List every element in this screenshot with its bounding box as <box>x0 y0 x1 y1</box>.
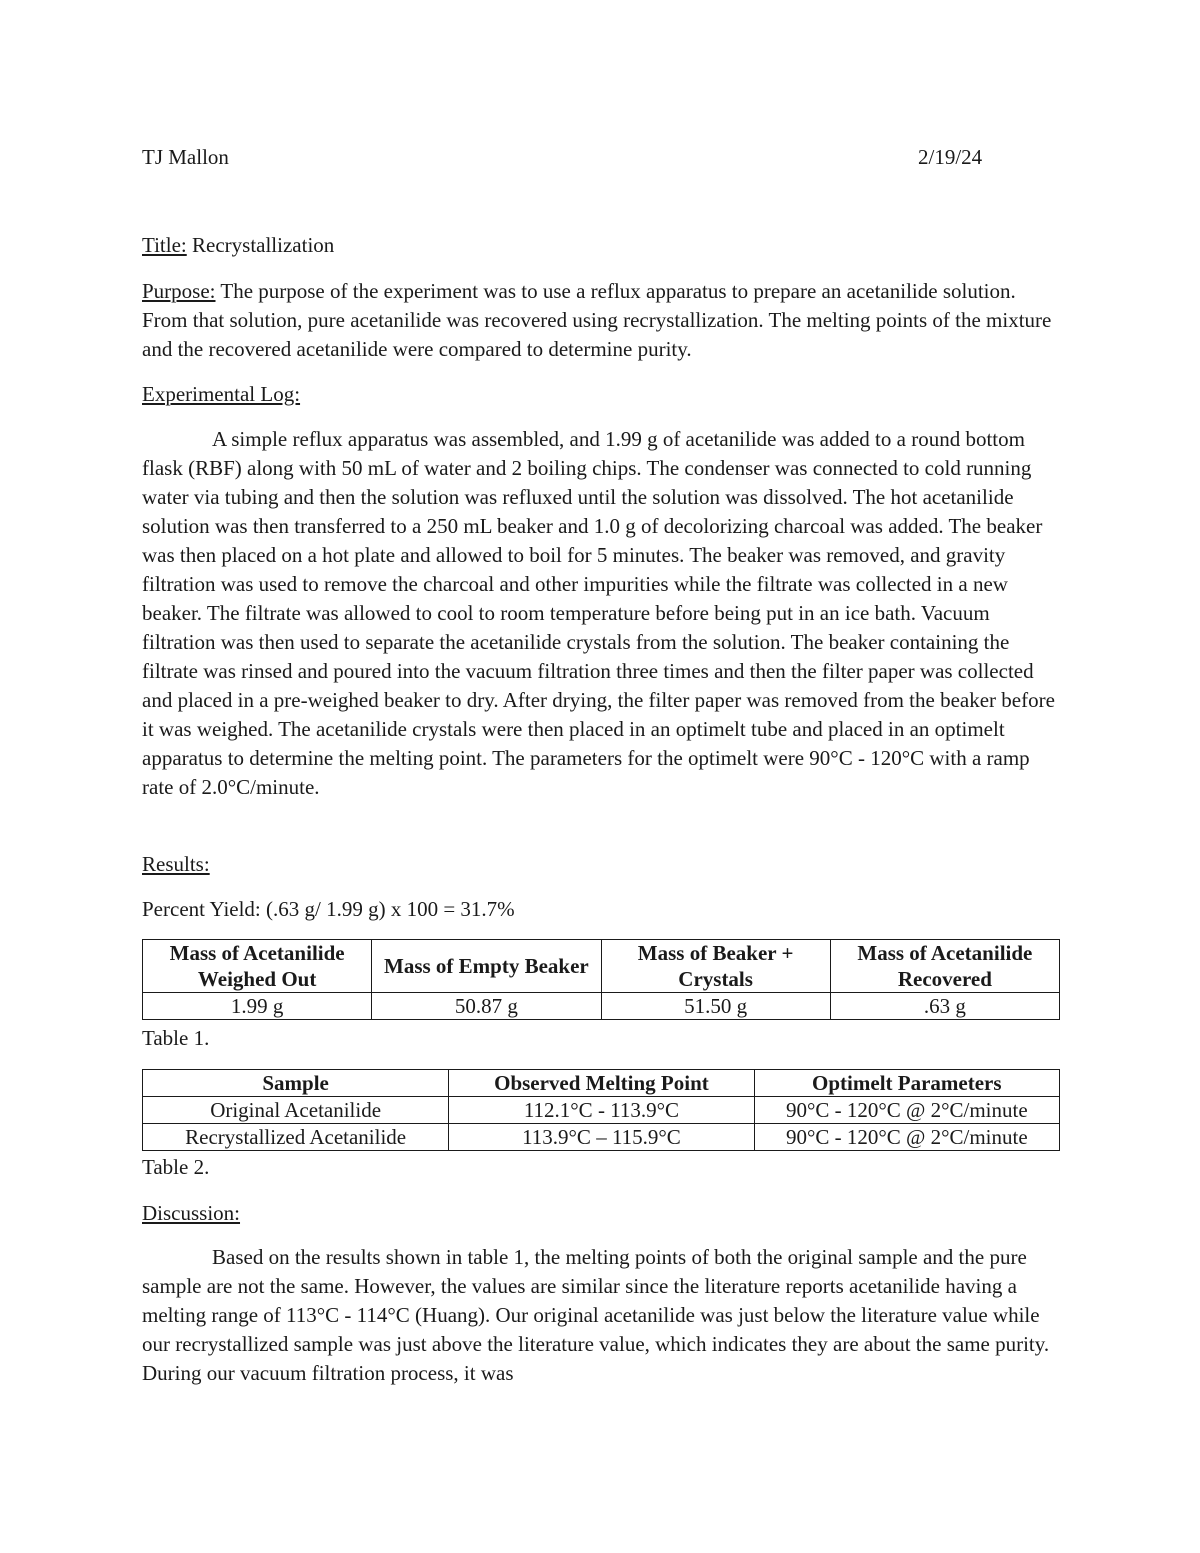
table2-caption: Table 2. <box>142 1155 210 1179</box>
melting-table-header-row <box>143 1070 1060 1097</box>
melting-table-cell: Recrystallized Acetanilide <box>143 1124 449 1151</box>
purpose-text: The purpose of the experiment was to use a reflux apparatus to prepare an acetanilide solution. From that solution, pure acetanilide was recovered using recrystallization. The melting points of the mixture and the recovered acetanilide were compared to determine purity. <box>142 279 1052 361</box>
mass-table <box>142 939 1060 1020</box>
experimental-log-section <box>142 425 1062 802</box>
table1-caption: Table 1. <box>142 1026 210 1050</box>
experimental-log-heading-text: Experimental Log: <box>142 382 301 406</box>
mass-table-header: Mass of Acetanilide Recovered <box>830 940 1059 993</box>
discussion-heading <box>142 1199 1062 1228</box>
melting-table-header: Optimelt Parameters <box>754 1070 1059 1097</box>
discussion-section <box>142 1243 1062 1388</box>
mass-table-cell: .63 g <box>830 993 1059 1020</box>
report-date: 2/19/24 <box>918 145 983 169</box>
melting-table-cell: 113.9°C – 115.9°C <box>449 1124 754 1151</box>
mass-table-header-row <box>143 940 1060 993</box>
discussion-body: Based on the results shown in table 1, the melting points of both the original sample and the pure sample are not the same. However, the values are similar since the literature reports acetanilide having a melting range of 113°C - 114°C (Huang). Our original acetanilide was just below the literature value while our recrystallized sample was just above the literature value, which indicates they are about the same purity. During our vacuum filtration process, it was <box>142 1245 1050 1385</box>
mass-table-header: Mass of Empty Beaker <box>372 940 601 993</box>
melting-table-header: Sample <box>143 1070 449 1097</box>
mass-table-cell: 1.99 g <box>143 993 372 1020</box>
melting-table-cell: 90°C - 120°C @ 2°C/minute <box>754 1097 1059 1124</box>
experimental-log-heading <box>142 380 1062 409</box>
mass-table-header: Mass of Beaker + Crystals <box>601 940 830 993</box>
percent-yield: Percent Yield: (.63 g/ 1.99 g) x 100 = 31.7% <box>142 897 515 921</box>
melting-table-header: Observed Melting Point <box>449 1070 754 1097</box>
melting-table-cell: 112.1°C - 113.9°C <box>449 1097 754 1124</box>
purpose-label: Purpose: <box>142 279 216 303</box>
author-name: TJ Mallon <box>142 145 229 169</box>
melting-point-table <box>142 1069 1060 1151</box>
results-heading <box>142 850 1062 879</box>
table-row <box>143 1097 1060 1124</box>
title-text: Recrystallization <box>186 233 335 257</box>
mass-table-cell: 51.50 g <box>601 993 830 1020</box>
title-line <box>142 231 1062 260</box>
experimental-log-body: A simple reflux apparatus was assembled, and 1.99 g of acetanilide was added to a round bottom flask (RBF) along with 50 mL of water and 2 boiling chips. The condenser was connected to cold running water via tubing and then the solution was refluxed until the solution was dissolved. The hot acetanilide solution was then transferred to a 250 mL beaker and 1.0 g of decolorizing charcoal was added. The beaker was then placed on a hot plate and allowed to boil for 5 minutes. The beaker was removed, and gravity filtration was used to remove the charcoal and other impurities while the filtrate was collected in a new beaker. The filtrate was allowed to cool to room temperature before being put in an ice bath. Vacuum filtration was then used to separate the acetanilide crystals from the solution. The beaker containing the filtrate was rinsed and poured into the vacuum filtration three times and then the filter paper was collected and placed in a pre-weighed beaker to dry. After drying, the filter paper was removed from the beaker before it was weighed. The acetanilide crystals were then placed in an optimelt tube and placed in an optimelt apparatus to determine the melting point. The parameters for the optimelt were 90°C - 120°C with a ramp rate of 2.0°C/minute. <box>142 427 1055 799</box>
title-label: Title: <box>142 233 187 257</box>
table-row <box>143 993 1060 1020</box>
melting-table-cell: Original Acetanilide <box>143 1097 449 1124</box>
mass-table-header: Mass of Acetanilide Weighed Out <box>143 940 372 993</box>
mass-table-cell: 50.87 g <box>372 993 601 1020</box>
melting-table-cell: 90°C - 120°C @ 2°C/minute <box>754 1124 1059 1151</box>
results-heading-text: Results: <box>142 852 210 876</box>
discussion-heading-text: Discussion: <box>142 1201 241 1225</box>
purpose-section <box>142 277 1062 364</box>
table-row <box>143 1124 1060 1151</box>
